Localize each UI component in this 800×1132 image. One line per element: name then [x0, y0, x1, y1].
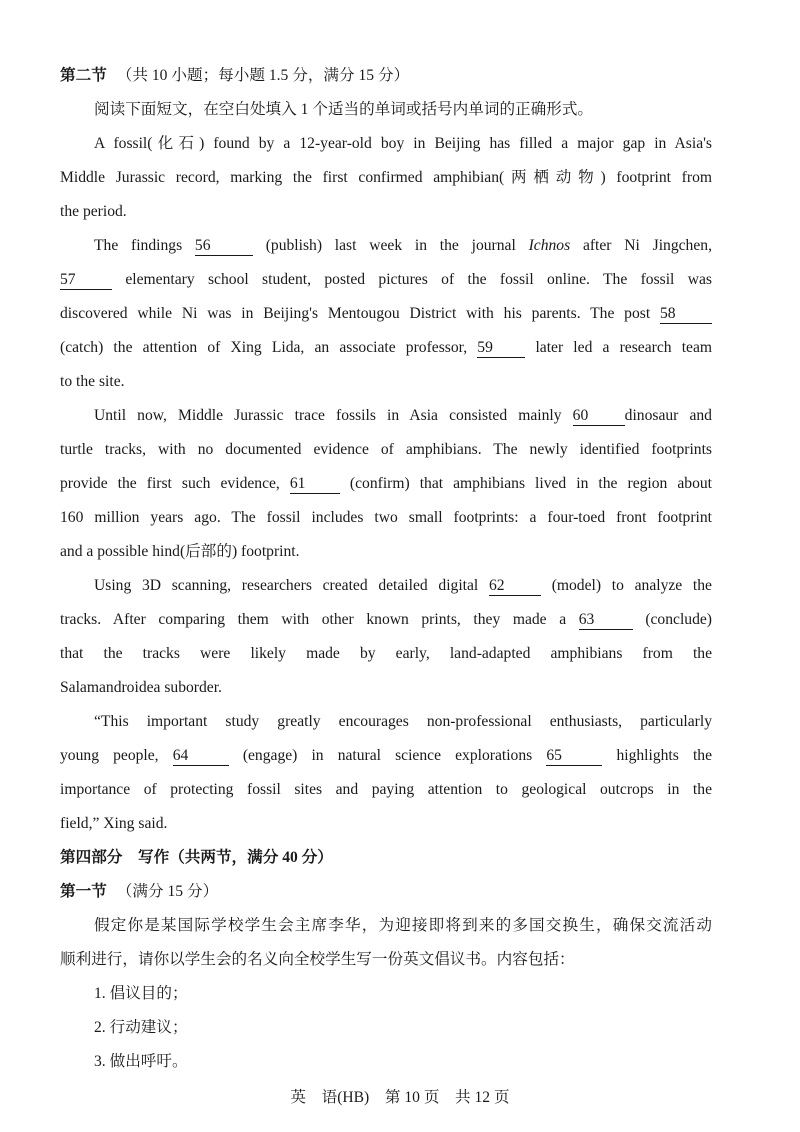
passage-line-16: that the tracks were likely made by early, land-adapted amphibians from the	[60, 645, 712, 662]
section1-heading-line	[60, 882, 712, 902]
passage-line-4	[94, 236, 712, 256]
text-segment: (catch) the attention of Xing Lida, an associate professor,	[60, 339, 468, 356]
part4-heading: 第四部分 写作（共两节，满分 40 分）	[60, 849, 333, 866]
text-segment: (publish) last week in the journal	[265, 237, 516, 254]
text-segment: provide the first such evidence,	[60, 475, 280, 492]
section1-note: （满分 15 分）	[116, 883, 219, 900]
passage-line-12: 160 million years ago. The fossil includes two small footprints: a four-toed front footprint	[60, 509, 712, 526]
blank-60[interactable]: 60	[573, 407, 625, 426]
text-segment: young people,	[60, 747, 159, 764]
text-segment: tracks. After comparing them with other known prints, they made a	[60, 611, 567, 628]
passage-line-11	[60, 474, 712, 494]
blank-59[interactable]: 59	[477, 339, 525, 358]
passage-line-14	[94, 576, 712, 596]
section2-heading-note: （共 10 小题；每小题 1.5 分，满分 15 分）	[116, 67, 410, 84]
blank-62[interactable]: 62	[489, 577, 541, 596]
text-segment: later led a research team	[535, 339, 712, 356]
writing-item-1: 1. 倡议目的；	[94, 985, 188, 1002]
passage-line-6	[60, 304, 712, 324]
passage-line-13: and a possible hind(后部的) footprint.	[60, 543, 300, 560]
text-segment: (model) to analyze the	[551, 577, 712, 594]
writing-prompt-line-1: 假定你是某国际学校学生会主席李华，为迎接即将到来的多国交换生，确保交流活动	[94, 917, 712, 934]
blank-64[interactable]: 64	[173, 747, 229, 766]
text-segment: after Ni Jingchen,	[582, 237, 712, 254]
section1-heading: 第一节	[60, 883, 107, 900]
section2-heading: 第二节	[60, 67, 107, 84]
text-segment: (conclude)	[645, 611, 712, 628]
text-segment: dinosaur and	[624, 407, 712, 424]
passage-line-8: to the site.	[60, 373, 125, 390]
passage-line-17: Salamandroidea suborder.	[60, 679, 222, 696]
passage-line-1: A fossil(化石) found by a 12-year-old boy in Beijing has filled a major gap in Asia's	[94, 135, 712, 152]
text-segment: (confirm) that amphibians lived in the region about	[349, 475, 713, 492]
blank-65[interactable]: 65	[546, 747, 602, 766]
writing-item-2: 2. 行动建议；	[94, 1019, 188, 1036]
text-segment: (engage) in natural science explorations	[242, 747, 533, 764]
passage-line-3: the period.	[60, 203, 127, 220]
section2-instruction: 阅读下面短文，在空白处填入 1 个适当的单词或括号内单词的正确形式。	[94, 101, 594, 118]
passage-line-20: importance of protecting fossil sites and paying attention to geological outcrops in the	[60, 781, 712, 798]
text-segment: Using 3D scanning, researchers created detailed digital	[94, 577, 479, 594]
blank-57[interactable]: 57	[60, 271, 112, 290]
text-segment: Until now, Middle Jurassic trace fossils in Asia consisted mainly	[94, 407, 562, 424]
passage-line-15	[60, 610, 712, 630]
blank-63[interactable]: 63	[579, 611, 633, 630]
passage-line-10: turtle tracks, with no documented evidence of amphibians. The newly identified footprints	[60, 441, 712, 458]
passage-line-2: Middle Jurassic record, marking the first confirmed amphibian(两栖动物) footprint from	[60, 169, 712, 186]
passage-line-19	[60, 746, 712, 766]
writing-item-3: 3. 做出呼吁。	[94, 1053, 188, 1070]
passage-line-7	[60, 338, 712, 358]
passage-line-9	[94, 406, 712, 426]
passage-line-18: “This important study greatly encourages non-professional enthusiasts, particularly	[94, 713, 712, 730]
passage-line-5	[60, 270, 712, 290]
journal-name: Ichnos	[528, 237, 571, 254]
blank-61[interactable]: 61	[290, 475, 340, 494]
blank-56[interactable]: 56	[195, 237, 253, 256]
passage-line-21: field,” Xing said.	[60, 815, 168, 832]
page-footer: 英 语(HB) 第 10 页 共 12 页	[290, 1089, 510, 1106]
text-segment: highlights the	[616, 747, 712, 764]
section2-heading-line	[60, 66, 712, 86]
blank-58[interactable]: 58	[660, 305, 712, 324]
text-segment: elementary school student, posted pictures of the fossil online. The fossil was	[125, 271, 712, 288]
text-segment: discovered while Ni was in Beijing's Mentougou District with his parents. The post	[60, 305, 651, 322]
text-segment: The findings	[94, 237, 183, 254]
writing-prompt-line-2: 顺利进行，请你以学生会的名义向全校学生写一份英文倡议书。内容包括：	[60, 951, 575, 968]
